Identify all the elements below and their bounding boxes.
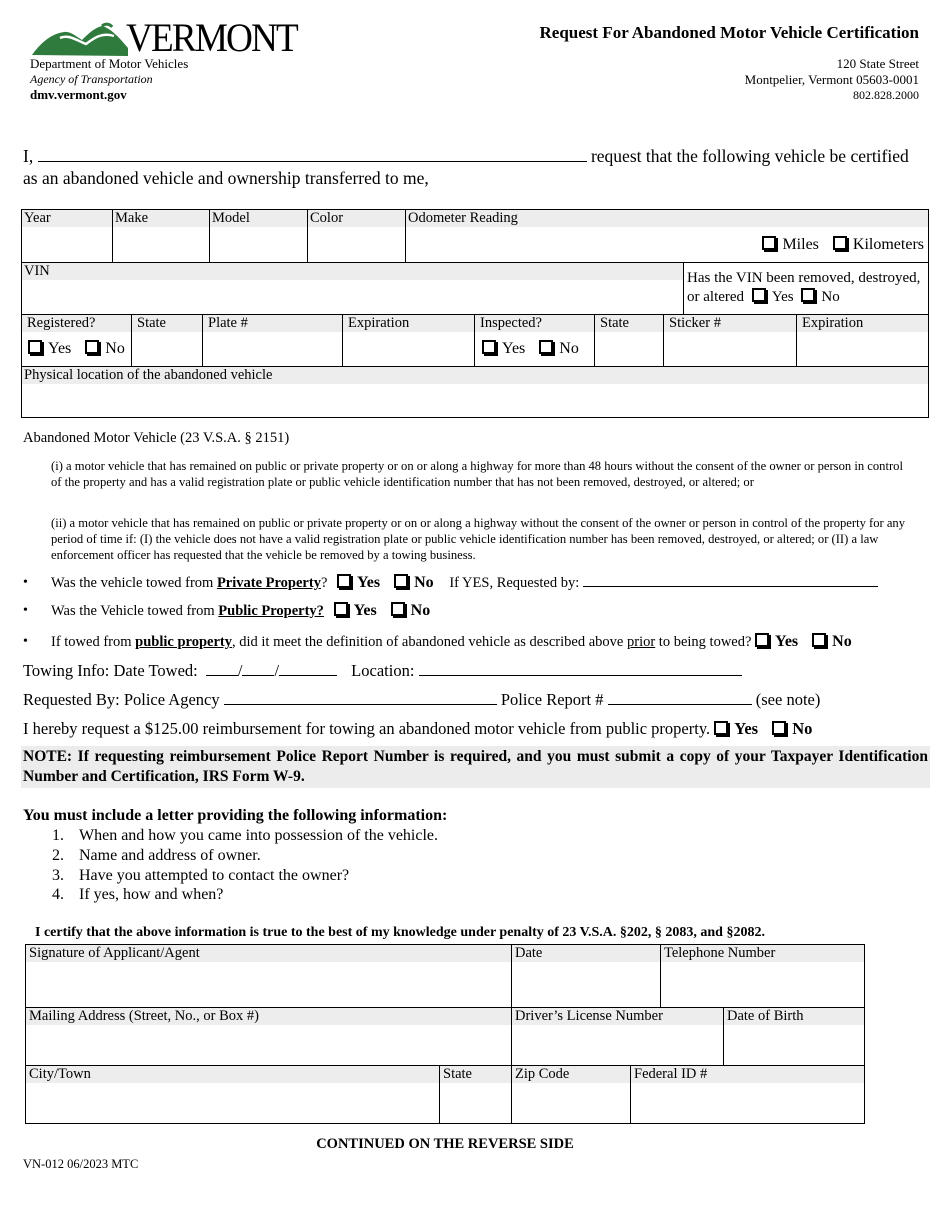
zip-label: Zip Code [512, 1066, 630, 1083]
signature-label: Signature of Applicant/Agent [26, 945, 511, 962]
signature-table [25, 944, 865, 1124]
date-towed-year[interactable] [279, 675, 337, 676]
requested-by-row [23, 690, 820, 710]
inspected-yes-checkbox[interactable] [482, 340, 496, 354]
registered-no-checkbox[interactable] [85, 340, 99, 354]
inspected-yes-label: Yes [502, 340, 526, 357]
reg-expiration-label: Expiration [343, 315, 474, 332]
vin-altered-yes-label: Yes [771, 289, 794, 305]
question-private-property [51, 574, 878, 592]
state-label: State [440, 1066, 511, 1083]
q2-yes-label: Yes [353, 602, 377, 619]
question-meets-definition [51, 633, 852, 651]
odometer-label: Odometer Reading [406, 210, 928, 227]
certification-statement: I certify that the above information is true to the best of my knowledge under penalty of 23 V.S.A. §202, § 2083, and §2082. [35, 925, 765, 940]
logo-wordmark: VERMONT [126, 15, 297, 60]
address-line-2: Montpelier, Vermont 05603-0001 [744, 72, 919, 87]
color-label: Color [308, 210, 405, 227]
q2-text: Was the Vehicle towed from [51, 603, 215, 619]
date-label: Date [512, 945, 660, 962]
inspected-options [482, 340, 579, 358]
vin-altered-yes-checkbox[interactable] [752, 288, 766, 302]
q1-requested-by-field[interactable] [583, 586, 878, 587]
kilometers-label: Kilometers [852, 236, 924, 253]
registered-label: Registered? [22, 315, 131, 332]
city-label: City/Town [26, 1066, 439, 1083]
inspected-label: Inspected? [475, 315, 594, 332]
agency-name: Agency of Transportation [30, 72, 153, 86]
vehicle-location-label: Physical location of the abandoned vehicle [22, 367, 928, 384]
kilometers-checkbox[interactable] [833, 236, 847, 250]
list-item-text: Name and address of owner. [79, 846, 261, 864]
list-item [52, 846, 438, 866]
continued-notice: CONTINUED ON THE REVERSE SIDE [316, 1136, 574, 1152]
q1-text: Was the vehicle towed from [51, 575, 214, 591]
telephone-label: Telephone Number [661, 945, 864, 962]
date-towed-label: Towing Info: Date Towed: [23, 661, 198, 680]
q3-mid-text: , did it meet the definition of abandoned vehicle as described above [231, 634, 624, 650]
year-label: Year [22, 210, 112, 227]
definition-heading: Abandoned Motor Vehicle (23 V.S.A. § 2151) [23, 430, 290, 446]
cell-vin-altered [683, 262, 928, 314]
cell-telephone[interactable] [660, 944, 864, 1007]
registered-yes-label: Yes [48, 340, 72, 357]
model-label: Model [210, 210, 307, 227]
list-item [52, 866, 438, 886]
vin-altered-no-checkbox[interactable] [801, 288, 815, 302]
cell-reg-expiration[interactable] [342, 314, 474, 366]
department-name: Department of Motor Vehicles [30, 56, 189, 71]
vin-question-line-1: Has the VIN been removed, destroyed, [687, 270, 921, 286]
insp-expiration-label: Expiration [797, 315, 928, 332]
license-label: Driver’s License Number [512, 1008, 723, 1025]
vehicle-table [21, 209, 929, 418]
list-item [52, 885, 438, 905]
dob-label: Date of Birth [724, 1008, 864, 1025]
definition-paragraph-1: (i) a motor vehicle that has remained on public or private property or on or along a highway for more than 48 hours without the consent of the owner or person in control of the property and has a valid registration plate or public vehicle identification number that has not been removed, destroyed, or altered; or [51, 459, 903, 489]
inspected-no-checkbox[interactable] [539, 340, 553, 354]
towing-info-row [23, 661, 742, 681]
cell-make[interactable] [112, 209, 209, 262]
vin-question-text: or altered [687, 289, 745, 305]
towing-location-field[interactable] [419, 675, 742, 676]
cell-year[interactable] [21, 209, 112, 262]
cell-signature[interactable] [25, 944, 511, 1007]
cell-insp-state[interactable] [594, 314, 663, 366]
cell-insp-expiration[interactable] [796, 314, 928, 366]
reimbursement-row [23, 719, 812, 739]
q2-no-checkbox[interactable] [391, 602, 405, 616]
phone-number: 802.828.2000 [853, 88, 919, 102]
list-item-text: Have you attempted to contact the owner? [79, 866, 350, 884]
address-line-1: 120 State Street [836, 56, 919, 71]
cell-odometer[interactable] [405, 209, 928, 262]
registered-options [28, 340, 125, 358]
reg-state-label: State [132, 315, 202, 332]
mailing-address-label: Mailing Address (Street, No., or Box #) [26, 1008, 511, 1025]
police-agency-field[interactable] [224, 704, 497, 705]
list-item [52, 826, 438, 846]
miles-checkbox[interactable] [762, 236, 776, 250]
police-agency-label: Requested By: Police Agency [23, 690, 220, 709]
cell-vehicle-location[interactable] [21, 366, 928, 417]
q3-no-checkbox[interactable] [812, 633, 826, 647]
list-item-number: 4. [52, 886, 64, 904]
intro-suffix: request that the following vehicle be certified [590, 146, 909, 166]
reimburse-no-checkbox[interactable] [772, 721, 786, 735]
q3-yes-label: Yes [775, 633, 799, 650]
towing-location-label: Location: [351, 661, 415, 680]
letter-list [52, 826, 438, 905]
q2-yes-checkbox[interactable] [334, 602, 348, 616]
police-report-label: Police Report # [500, 690, 604, 709]
insp-state-label: State [595, 315, 663, 332]
cell-zip[interactable] [511, 1065, 630, 1123]
registered-no-label: No [105, 340, 125, 357]
q3-prior: prior [626, 634, 656, 650]
see-note-text: (see note) [755, 690, 821, 709]
vermont-mountain-logo [30, 22, 130, 58]
q1-requested-by-label: If YES, Requested by: [449, 575, 580, 591]
q3-post-text: to being towed? [658, 634, 752, 650]
q3-text: If towed from [51, 634, 132, 650]
cell-federal-id[interactable] [630, 1065, 864, 1123]
vin-question-line-2 [687, 288, 928, 307]
reimbursement-note: NOTE: If requesting reimbursement Police Report Number is required, and you must submit a copy of your Taxpayer Identification Number and Certification, IRS Form W-9. [21, 746, 930, 788]
cell-reg-state[interactable] [131, 314, 202, 366]
bullet-1: • [23, 575, 28, 590]
question-public-property [51, 602, 430, 620]
vin-label: VIN [22, 263, 683, 280]
reimburse-yes-checkbox[interactable] [714, 721, 728, 735]
cell-state[interactable] [439, 1065, 511, 1123]
cell-dob[interactable] [723, 1007, 864, 1065]
cell-inspected [474, 314, 594, 366]
date-towed-day[interactable] [242, 675, 274, 676]
cell-date[interactable] [511, 944, 660, 1007]
list-item-text: When and how you came into possession of the vehicle. [79, 827, 439, 844]
q1-yes-checkbox[interactable] [337, 574, 351, 588]
definition-paragraph-2: (ii) a motor vehicle that has remained on public or private property or on or along a highway without the consent of the owner or person in control of the property for any period of time if: (I) the vehicle does not have a valid registration plate or public vehicle identification number has been removed, destroyed, or altered; or (II) a law enforcement officer has requested that the vehicle be removed by a towing business. [51, 516, 906, 562]
reimbursement-text: I hereby request a $125.00 reimbursement for towing an abandoned motor vehicle from public property. [23, 719, 711, 738]
q1-no-label: No [414, 574, 434, 591]
q2-no-label: No [410, 602, 431, 619]
q2-public-property: Public Property? [218, 603, 324, 619]
cell-license[interactable] [511, 1007, 723, 1065]
inspected-no-label: No [559, 340, 579, 357]
q1-private-property: Private Property [216, 575, 321, 591]
cell-registered [21, 314, 131, 366]
cell-vin[interactable] [21, 262, 683, 314]
list-item-text: If yes, how and when? [79, 886, 224, 904]
odometer-units [762, 236, 924, 254]
q3-no-label: No [832, 633, 852, 650]
q1-question-mark: ? [320, 575, 328, 591]
reimburse-yes-label: Yes [734, 719, 759, 738]
q1-yes-label: Yes [357, 574, 381, 591]
cell-model[interactable] [209, 209, 307, 262]
bullet-2: • [23, 603, 28, 618]
intro-prefix: I, [23, 146, 34, 166]
applicant-name-field[interactable] [38, 161, 587, 162]
vin-altered-no-label: No [821, 289, 840, 305]
reimburse-no-label: No [792, 719, 813, 738]
date-slash-2: / [274, 661, 280, 680]
q3-public-property: public property [135, 634, 232, 650]
plate-label: Plate # [203, 315, 342, 332]
form-title: Request For Abandoned Motor Vehicle Certification [539, 23, 919, 42]
make-label: Make [113, 210, 209, 227]
intro-line-1 [23, 146, 909, 167]
list-item-number: 2. [52, 846, 64, 864]
q3-yes-checkbox[interactable] [755, 633, 769, 647]
police-report-field[interactable] [608, 704, 752, 705]
q1-no-checkbox[interactable] [394, 574, 408, 588]
sticker-label: Sticker # [664, 315, 796, 332]
form-number: VN-012 06/2023 MTC [23, 1157, 139, 1171]
cell-color[interactable] [307, 209, 405, 262]
letter-heading: You must include a letter providing the following information: [23, 807, 448, 824]
intro-line-2: as an abandoned vehicle and ownership transferred to me, [23, 168, 429, 188]
federal-id-label: Federal ID # [631, 1066, 864, 1083]
cell-sticker[interactable] [663, 314, 796, 366]
date-slash-1: / [237, 661, 243, 680]
cell-plate[interactable] [202, 314, 342, 366]
date-towed-month[interactable] [206, 675, 238, 676]
cell-city[interactable] [25, 1065, 439, 1123]
website-link[interactable]: dmv.vermont.gov [30, 87, 127, 102]
miles-label: Miles [782, 236, 819, 253]
list-item-number: 1. [52, 827, 64, 844]
bullet-3: • [23, 634, 28, 649]
list-item-number: 3. [52, 866, 64, 884]
cell-mailing-address[interactable] [25, 1007, 511, 1065]
registered-yes-checkbox[interactable] [28, 340, 42, 354]
